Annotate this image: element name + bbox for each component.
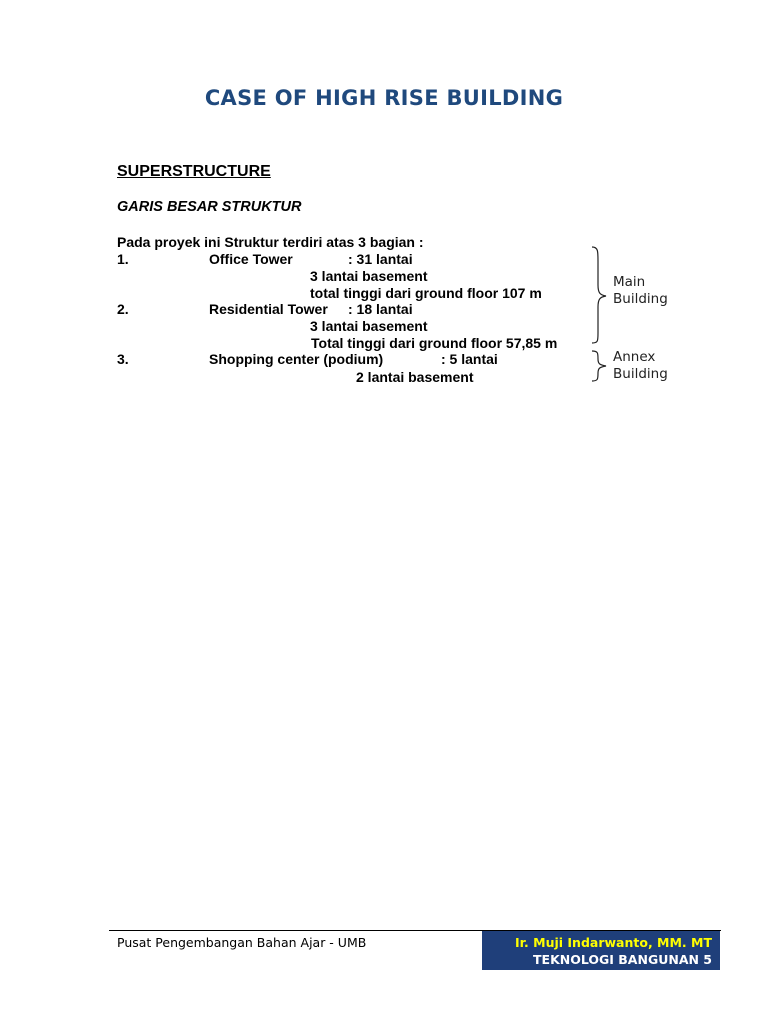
item-1-number: 1. — [117, 251, 129, 267]
item-3-detail-1: 2 lantai basement — [356, 369, 474, 385]
annex-label-line-1: Annex — [613, 349, 656, 365]
main-building-brace — [592, 247, 606, 343]
item-3-name: Shopping center (podium) — [209, 351, 384, 367]
page-title: CASE OF HIGH RISE BUILDING — [204, 86, 564, 110]
footer-badge — [482, 931, 720, 970]
footer-institution: Pusat Pengembangan Bahan Ajar - UMB — [117, 935, 367, 950]
subsection-heading: GARIS BESAR STRUKTUR — [117, 199, 302, 215]
item-1-name: Office Tower — [209, 251, 293, 267]
main-label-line-2: Building — [613, 291, 668, 307]
item-2-detail-2: Total tinggi dari ground floor 57,85 m — [311, 335, 558, 351]
section-heading: SUPERSTRUCTURE — [117, 163, 271, 180]
item-2-detail-1: 3 lantai basement — [310, 318, 428, 334]
annex-label-line-2: Building — [613, 366, 668, 382]
main-building-label — [613, 274, 668, 308]
intro-text: Pada proyek ini Struktur terdiri atas 3 bagian : — [117, 234, 424, 250]
grouping-braces — [584, 245, 608, 385]
item-2-value: : 18 lantai — [348, 301, 413, 317]
annex-building-label — [613, 349, 668, 383]
item-1-detail-2: total tinggi dari ground floor 107 m — [310, 285, 542, 301]
item-3-number: 3. — [117, 351, 129, 367]
main-label-line-1: Main — [613, 274, 646, 290]
footer-course: TEKNOLOGI BANGUNAN 5 — [533, 952, 712, 967]
footer-author: Ir. Muji Indarwanto, MM. MT — [515, 935, 712, 950]
item-2-number: 2. — [117, 301, 129, 317]
item-2-name: Residential Tower — [209, 301, 328, 317]
item-1-value: : 31 lantai — [348, 251, 413, 267]
item-3-value: : 5 lantai — [441, 351, 498, 367]
annex-building-brace — [592, 351, 606, 381]
item-1-detail-1: 3 lantai basement — [310, 268, 428, 284]
